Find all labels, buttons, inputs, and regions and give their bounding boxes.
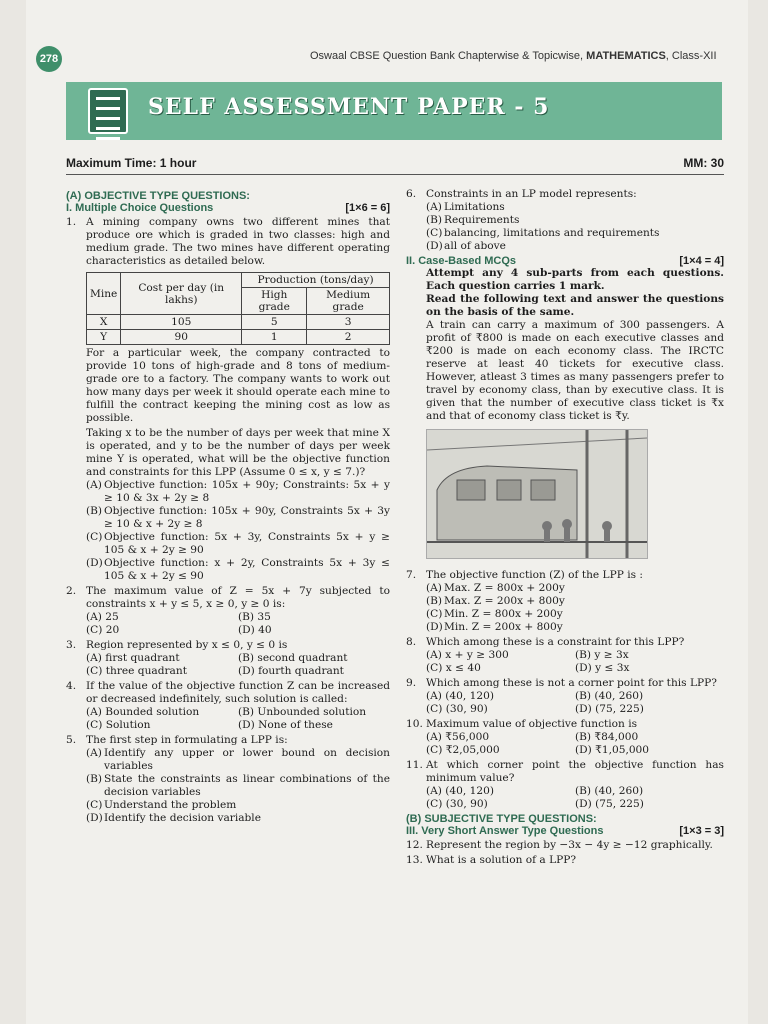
max-marks: MM: 30 — [683, 156, 724, 170]
question-9: 9. Which among these is not a corner point for this LPP? (A) (40, 120) (B) (40, 260) (C) (30, 90) (D) (75, 225) — [406, 677, 717, 715]
question-1: 1. A mining company owns two different mines that produce ore which is graded in two classes: high and medium grade. The two mines have different operating characteristics as detailed below. Mine Cost per day (in lakhs) Production (tons/day) High grade Medium grade X 105 5 3 Y 90 1 2 For a particular week, the company contracted to provide 10 tons of high-grade and 8 tons of medium-grade ore to a factory. The company wants to work out how many days per week it should operate each mine to fulfill the contract keeping the mining cost as low as possible. Taking x to be the number of days per week that mine X is operated, and y to be the number of days per week mine Y is operated, what will be the objective function and constraints for this LPP (Assume 0 ≤ x, y ≤ 7.)? (A) Objective function: 105x + 90y; Constraints: 5x + y ≥ 10 & 3x + 2y ≥ 8 (B) Objective function: 105x + 90y, Constraints 5x + 3y ≥ 10 & x + 2y ≥ 8 (C) Objective function: 5x + 3y, Constraints 5x + y ≥ 105 & x + 2y ≥ 90 (D) Objective function: x + 2y, Constraints 5x + 3y ≤ 105 & x + 2y ≤ 90 — [66, 216, 390, 582]
instruction-2: Read the following text and answer the questions on the basis of the same. — [426, 293, 724, 318]
question-4: 4. If the value of the objective function Z can be increased or decreased indefinitely, such solution is called: (A) Bounded solution (B) Unbounded solution (C) Solution (D) None of these — [66, 680, 390, 731]
running-head: Oswaal CBSE Question Bank Chapterwise & Topicwise, MATHEMATICS, Class-XII — [310, 50, 717, 62]
question-3: 3. Region represented by x ≤ 0, y ≤ 0 is (A) first quadrant (B) second quadrant (C) three quadrant (D) fourth quadrant — [66, 639, 348, 677]
max-time: Maximum Time: 1 hour — [66, 156, 197, 170]
question-13: 13. What is a solution of a LPP? — [406, 854, 577, 866]
question-10: 10. Maximum value of objective function is (A) ₹56,000 (B) ₹84,000 (C) ₹2,05,000 (D) ₹1,05,000 — [406, 718, 650, 756]
section-b-heading: (B) SUBJECTIVE TYPE QUESTIONS: — [406, 813, 597, 825]
case-text: A train can carry a maximum of 300 passengers. A profit of ₹800 is made on each executive classes and ₹200 is made on each economy class. The IRCTC reserve at least 40 tickets for executive class. However, atleast 3 times as many passengers prefer to travel by economy class, than by executive class. It is given that the number of executive class ticket is ₹x and that of economy class ticket is ₹y. — [426, 319, 724, 422]
section-i-heading: I. Multiple Choice Questions [1×6 = 6] — [66, 202, 390, 214]
instruction-1: Attempt any 4 sub-parts from each questions. Each question carries 1 mark. — [426, 267, 724, 292]
paper-title: SELF ASSESSMENT PAPER - 5 — [148, 94, 550, 120]
title-banner — [66, 82, 722, 140]
question-11: 11. At which corner point the objective function has minimum value? (A) (40, 120) (B) (40, 260) (C) (30, 90) (D) (75, 225) — [406, 759, 724, 810]
question-8: 8. Which among these is a constraint for this LPP? (A) x + y ≥ 300 (B) y ≥ 3x (C) x ≤ 40 (D) y ≤ 3x — [406, 636, 685, 674]
right-column — [406, 186, 724, 867]
header-divider — [66, 174, 724, 175]
page-number: 278 — [36, 46, 62, 72]
notepad-icon — [88, 88, 128, 134]
question-6: 6. Constraints in an LP model represents: (A) Limitations (B) Requirements (C) balancing, limitations and requirements (D) all of above — [406, 188, 660, 252]
mines-table: Mine Cost per day (in lakhs) Production (tons/day) High grade Medium grade X 105 5 3 Y 90 1 2 — [86, 272, 390, 345]
question-12: 12. Represent the region by −3x − 4y ≥ −12 graphically. — [406, 839, 713, 851]
section-iii-heading: III. Very Short Answer Type Questions [1×3 = 3] — [406, 825, 724, 837]
question-5: 5. The first step in formulating a LPP is: (A) Identify any upper or lower bound on decision variables (B) State the constraints as linear combinations of the decision variables (C) Understand the problem (D) Identify the decision variable — [66, 734, 390, 824]
table-row: X 105 5 3 — [87, 315, 390, 330]
question-2: 2. The maximum value of Z = 5x + 7y subjected to constraints x + y ≤ 5, x ≥ 0, y ≥ 0 is: (A) 25 (B) 35 (C) 20 (D) 40 — [66, 585, 390, 636]
section-ii-heading: II. Case-Based MCQs [1×4 = 4] — [406, 255, 724, 267]
question-7: 7. The objective function (Z) of the LPP is : (A) Max. Z = 800x + 200y (B) Max. Z = 200x + 800y (C) Min. Z = 800x + 200y (D) Min. Z = 200x + 800y — [406, 569, 643, 633]
left-column — [66, 190, 390, 825]
train-station-illustration — [426, 429, 648, 559]
section-a-heading: (A) OBJECTIVE TYPE QUESTIONS: — [66, 190, 250, 202]
table-row: Y 90 1 2 — [87, 330, 390, 345]
